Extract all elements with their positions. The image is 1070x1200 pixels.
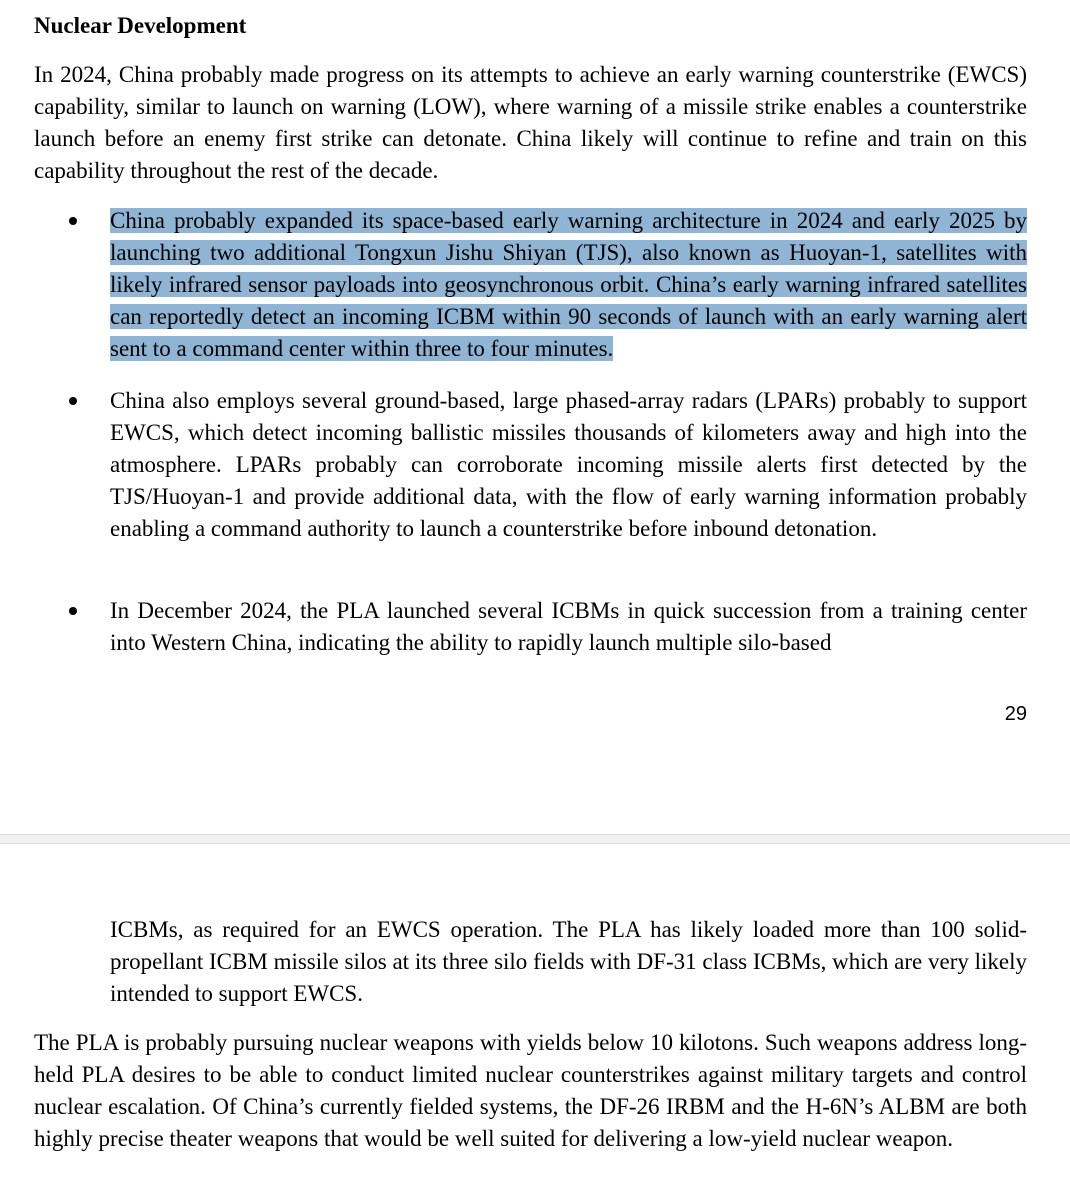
page-number: 29: [1004, 703, 1027, 725]
section-heading: Nuclear Development: [34, 13, 247, 38]
intro-paragraph: In 2024, China probably made progress on its attempts to achieve an early warning counterstrike (EWCS) capability, similar to launch on warning (LOW), where warning of a missile strike enables a counterstrike launch before an enemy first strike can detonate. China likely will continue to refine and train on this capability throughout the rest of the decade.: [34, 62, 1027, 183]
continued-bullet-text[interactable]: ICBMs, as required for an EWCS operation. The PLA has likely loaded more than 100 solid-propellant ICBM missile silos at its three silo fields with DF-31 class ICBMs, which are very likely intended to support EWCS.: [110, 917, 1027, 1006]
bullet-icon: [69, 607, 77, 615]
bullet-icon: [69, 397, 77, 405]
bullet-text-icbm-launch[interactable]: In December 2024, the PLA launched several ICBMs in quick succession from a training center into Western China, indicating the ability to rapidly launch multiple silo-based: [110, 598, 1027, 655]
bullet-icon: [69, 217, 77, 225]
low-yield-paragraph[interactable]: The PLA is probably pursuing nuclear weapons with yields below 10 kilotons. Such weapons address long-held PLA desires to be able to conduct limited nuclear counterstrikes against military targets and control nuclear escalation. Of China’s currently fielded systems, the DF-26 IRBM and the H-6N’s ALBM are both highly precise theater weapons that would be well suited for delivering a low-yield nuclear weapon.: [34, 1030, 1027, 1151]
page-separator: [0, 834, 1070, 844]
bullet-text-lpars[interactable]: China also employs several ground-based, large phased-array radars (LPARs) probably to support EWCS, which detect incoming ballistic missiles thousands of kilometers away and high into the atmosphere. LPARs probably can corroborate incoming missile alerts first detected by the TJS/Huoyan-1 and provide additional data, with the flow of early warning information probably enabling a command authority to launch a counterstrike before inbound detonation.: [110, 388, 1027, 541]
bullet-text-tjs-satellites[interactable]: [110, 205, 1027, 365]
document-page-30: [0, 844, 1070, 1200]
selected-text-highlight[interactable]: China probably expanded its space-based early warning architecture in 2024 and early 2025 by launching two additional Tongxun Jishu Shiyan (TJS), also known as Huoyan-1, satellites with likely infrared sensor payloads into geosynchronous orbit. China’s early warning infrared satellites can reportedly detect an incoming ICBM within 90 seconds of launch with an early warning alert sent to a command center within three to four minutes.: [110, 208, 1027, 361]
